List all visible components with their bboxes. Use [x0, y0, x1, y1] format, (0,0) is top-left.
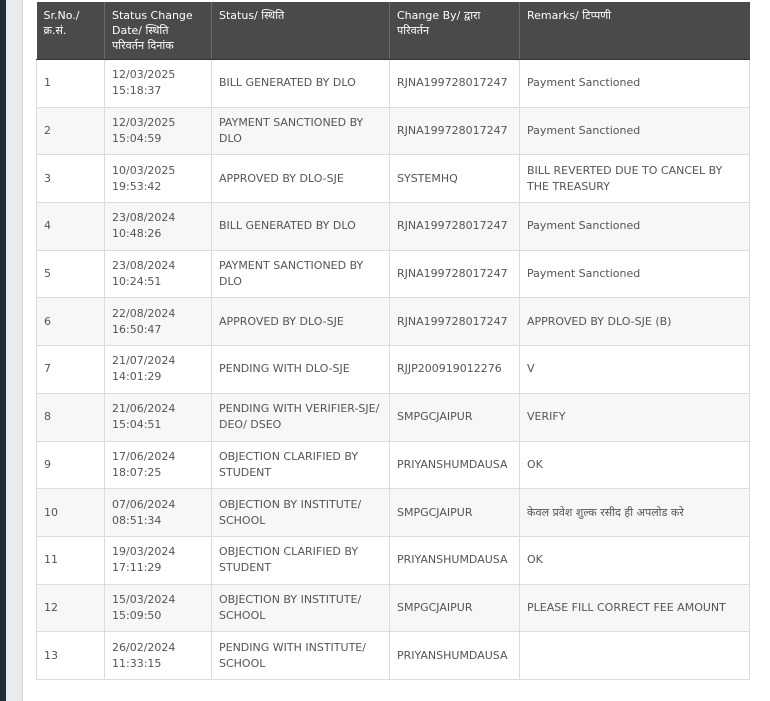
cell-status: PENDING WITH DLO-SJE [212, 346, 390, 394]
cell-remarks: BILL REVERTED DUE TO CANCEL BY THE TREASURY [520, 155, 750, 203]
cell-status: BILL GENERATED BY DLO [212, 60, 390, 108]
table-row [37, 346, 750, 394]
table-body [37, 60, 750, 680]
cell-remarks: केवल प्रवेश शुल्क रसीद ही अपलोड करे [520, 489, 750, 537]
cell-change-by: PRIYANSHUMDAUSA [390, 441, 520, 489]
table-row [37, 60, 750, 108]
cell-time-value: 15:04:51 [112, 418, 162, 432]
cell-time-value: 14:01:29 [112, 370, 162, 384]
cell-sr-no: 1 [37, 60, 105, 108]
cell-status: OBJECTION BY INSTITUTE/ SCHOOL [212, 584, 390, 632]
cell-change-by: SMPGCJAIPUR [390, 489, 520, 537]
cell-sr-no: 10 [37, 489, 105, 537]
cell-date-value: 19/03/2024 [112, 545, 176, 559]
cell-remarks: OK [520, 441, 750, 489]
cell-date-value: 10/03/2025 [112, 163, 176, 177]
cell-remarks: Payment Sanctioned [520, 203, 750, 251]
cell-time-value: 11:33:15 [112, 656, 162, 670]
cell-remarks: Payment Sanctioned [520, 60, 750, 108]
cell-time-value: 08:51:34 [112, 513, 162, 527]
cell-status: PAYMENT SANCTIONED BY DLO [212, 250, 390, 298]
cell-status-change-date [105, 632, 212, 680]
cell-status-change-date [105, 155, 212, 203]
table-row [37, 536, 750, 584]
table-row [37, 250, 750, 298]
cell-sr-no: 9 [37, 441, 105, 489]
table-row [37, 441, 750, 489]
cell-remarks [520, 632, 750, 680]
cell-date-value: 22/08/2024 [112, 306, 176, 320]
cell-status-change-date [105, 203, 212, 251]
cell-sr-no: 5 [37, 250, 105, 298]
table-row [37, 584, 750, 632]
cell-status-change-date [105, 536, 212, 584]
cell-time-value: 10:48:26 [112, 227, 162, 241]
cell-status: OBJECTION CLARIFIED BY STUDENT [212, 536, 390, 584]
cell-change-by: RJNA199728017247 [390, 298, 520, 346]
header-remarks: Remarks/ टिप्पणी [520, 2, 750, 60]
cell-sr-no: 3 [37, 155, 105, 203]
cell-time-value: 19:53:42 [112, 179, 162, 193]
cell-remarks: VERIFY [520, 393, 750, 441]
cell-change-by: PRIYANSHUMDAUSA [390, 632, 520, 680]
cell-time-value: 10:24:51 [112, 275, 162, 289]
cell-status: PENDING WITH VERIFIER-SJE/ DEO/ DSEO [212, 393, 390, 441]
cell-date-value: 21/07/2024 [112, 354, 176, 368]
cell-sr-no: 7 [37, 346, 105, 394]
header-change-by: Change By/ द्वारा परिवर्तन [390, 2, 520, 60]
cell-status: PENDING WITH INSTITUTE/ SCHOOL [212, 632, 390, 680]
header-status: Status/ स्थिति [212, 2, 390, 60]
cell-status: APPROVED BY DLO-SJE [212, 155, 390, 203]
table-row [37, 393, 750, 441]
cell-sr-no: 13 [37, 632, 105, 680]
cell-status-change-date [105, 346, 212, 394]
cell-date-value: 15/03/2024 [112, 592, 176, 606]
status-history-table [36, 2, 750, 680]
cell-status-change-date [105, 107, 212, 155]
cell-change-by: RJNA199728017247 [390, 60, 520, 108]
cell-date-value: 12/03/2025 [112, 116, 176, 130]
cell-sr-no: 8 [37, 393, 105, 441]
cell-sr-no: 4 [37, 203, 105, 251]
cell-status-change-date [105, 298, 212, 346]
cell-remarks: PLEASE FILL CORRECT FEE AMOUNT [520, 584, 750, 632]
cell-status-change-date [105, 441, 212, 489]
cell-date-value: 12/03/2025 [112, 68, 176, 82]
cell-sr-no: 2 [37, 107, 105, 155]
cell-remarks: Payment Sanctioned [520, 107, 750, 155]
cell-change-by: RJNA199728017247 [390, 203, 520, 251]
cell-status-change-date [105, 489, 212, 537]
status-history-panel [22, 0, 770, 701]
cell-date-value: 17/06/2024 [112, 449, 176, 463]
cell-sr-no: 11 [37, 536, 105, 584]
cell-change-by: RJNA199728017247 [390, 107, 520, 155]
cell-time-value: 16:50:47 [112, 322, 162, 336]
cell-status-change-date [105, 584, 212, 632]
cell-sr-no: 12 [37, 584, 105, 632]
cell-date-value: 26/02/2024 [112, 640, 176, 654]
cell-date-value: 23/08/2024 [112, 259, 176, 273]
cell-status: PAYMENT SANCTIONED BY DLO [212, 107, 390, 155]
cell-time-value: 18:07:25 [112, 465, 162, 479]
header-sr-no: Sr.No./ क्र.सं. [37, 2, 105, 60]
cell-status-change-date [105, 250, 212, 298]
cell-status-change-date [105, 393, 212, 441]
cell-time-value: 15:09:50 [112, 608, 162, 622]
table-row [37, 298, 750, 346]
header-row [37, 2, 750, 60]
cell-change-by: RJNA199728017247 [390, 250, 520, 298]
table-row [37, 632, 750, 680]
header-status-change-date: Status Change Date/ स्थिति परिवर्तन दिनांक [105, 2, 212, 60]
cell-change-by: SMPGCJAIPUR [390, 393, 520, 441]
cell-change-by: PRIYANSHUMDAUSA [390, 536, 520, 584]
table-row [37, 155, 750, 203]
cell-change-by: SYSTEMHQ [390, 155, 520, 203]
cell-sr-no: 6 [37, 298, 105, 346]
table-row [37, 489, 750, 537]
cell-date-value: 23/08/2024 [112, 211, 176, 225]
cell-status: BILL GENERATED BY DLO [212, 203, 390, 251]
cell-status: OBJECTION CLARIFIED BY STUDENT [212, 441, 390, 489]
cell-status-change-date [105, 60, 212, 108]
table-row [37, 203, 750, 251]
cell-change-by: SMPGCJAIPUR [390, 584, 520, 632]
cell-change-by: RJJP200919012276 [390, 346, 520, 394]
cell-date-value: 07/06/2024 [112, 497, 176, 511]
cell-remarks: OK [520, 536, 750, 584]
cell-status: APPROVED BY DLO-SJE [212, 298, 390, 346]
table-header [37, 2, 750, 60]
cell-remarks: APPROVED BY DLO-SJE (B) [520, 298, 750, 346]
left-edge-strip [0, 0, 6, 701]
cell-date-value: 21/06/2024 [112, 402, 176, 416]
cell-time-value: 15:04:59 [112, 132, 162, 146]
table-row [37, 107, 750, 155]
cell-remarks: V [520, 346, 750, 394]
cell-remarks: Payment Sanctioned [520, 250, 750, 298]
cell-time-value: 15:18:37 [112, 84, 162, 98]
cell-status: OBJECTION BY INSTITUTE/ SCHOOL [212, 489, 390, 537]
cell-time-value: 17:11:29 [112, 561, 162, 575]
